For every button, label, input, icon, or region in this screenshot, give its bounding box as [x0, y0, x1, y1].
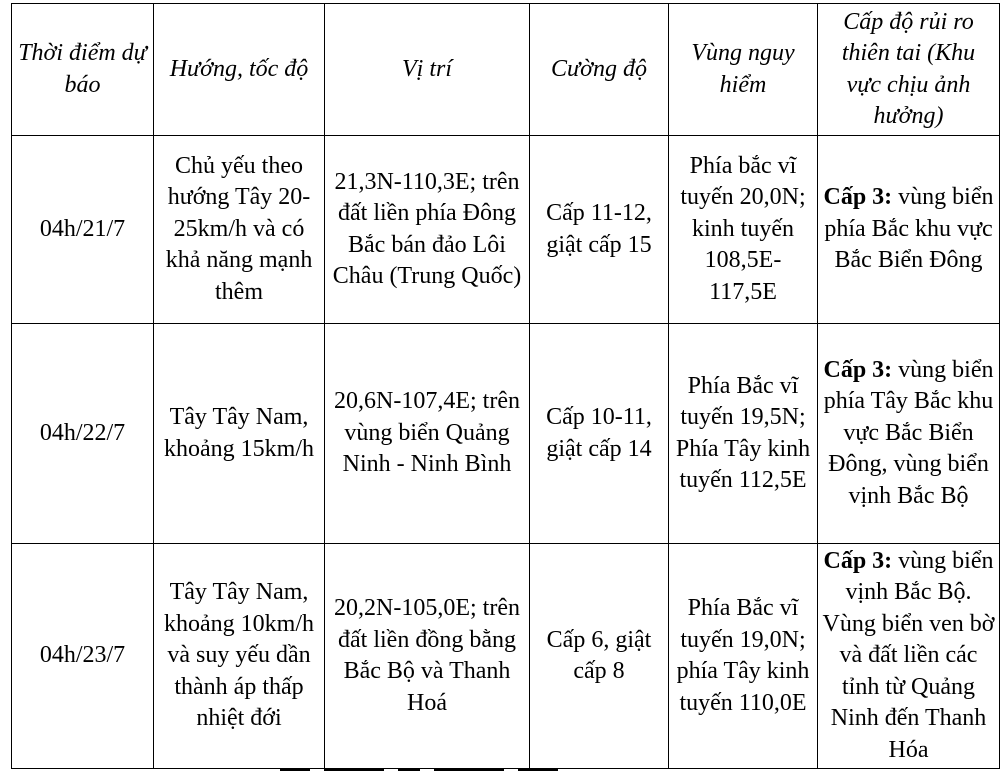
- header-time: Thời điểm dự báo: [12, 4, 154, 136]
- table-row: [12, 544, 1000, 769]
- cell-danger-zone: Phía Bắc vĩ tuyến 19,5N; Phía Tây kinh tuyến 112,5E: [669, 324, 818, 544]
- cell-time: 04h/21/7: [12, 136, 154, 324]
- header-danger-zone: Vùng nguy hiểm: [669, 4, 818, 136]
- table-row: [12, 324, 1000, 544]
- cell-risk-level: [818, 324, 1000, 544]
- cell-direction: Tây Tây Nam, khoảng 15km/h: [154, 324, 325, 544]
- cell-risk-level: [818, 544, 1000, 769]
- header-intensity: Cường độ: [530, 4, 669, 136]
- risk-level-label: Cấp 3:: [823, 356, 893, 383]
- header-risk-level: Cấp độ rủi ro thiên tai (Khu vực chịu ảnh hưởng): [818, 4, 1000, 136]
- risk-level-label: Cấp 3:: [823, 547, 893, 574]
- risk-level-text: vùng biển vịnh Bắc Bộ. Vùng biển ven bờ và đất liền các tỉnh từ Quảng Ninh đến Thanh Hóa: [822, 547, 995, 763]
- risk-level-text: vùng biển phía Tây Bắc khu vực Bắc Biển Đông, vùng biển vịnh Bắc Bộ: [823, 356, 994, 509]
- cell-risk-level: [818, 136, 1000, 324]
- table-row: [12, 136, 1000, 324]
- cell-position: 21,3N-110,3E; trên đất liền phía Đông Bắc bán đảo Lôi Châu (Trung Quốc): [325, 136, 530, 324]
- cell-danger-zone: Phía bắc vĩ tuyến 20,0N; kinh tuyến 108,5E-117,5E: [669, 136, 818, 324]
- cell-position: 20,6N-107,4E; trên vùng biển Quảng Ninh - Ninh Bình: [325, 324, 530, 544]
- cell-time: 04h/22/7: [12, 324, 154, 544]
- risk-level-text: vùng biển phía Bắc khu vực Bắc Biển Đông: [824, 184, 994, 274]
- header-direction: Hướng, tốc độ: [154, 4, 325, 136]
- cell-direction: Tây Tây Nam, khoảng 10km/h và suy yếu dần thành áp thấp nhiệt đới: [154, 544, 325, 769]
- cell-intensity: Cấp 11-12, giật cấp 15: [530, 136, 669, 324]
- cell-direction: Chủ yếu theo hướng Tây 20-25km/h và có khả năng mạnh thêm: [154, 136, 325, 324]
- cell-intensity: Cấp 6, giật cấp 8: [530, 544, 669, 769]
- risk-level-label: Cấp 3:: [823, 184, 893, 211]
- table-header-row: [12, 4, 1000, 136]
- cell-intensity: Cấp 10-11, giật cấp 14: [530, 324, 669, 544]
- header-position: Vị trí: [325, 4, 530, 136]
- cell-danger-zone: Phía Bắc vĩ tuyến 19,0N; phía Tây kinh tuyến 110,0E: [669, 544, 818, 769]
- cell-time: 04h/23/7: [12, 544, 154, 769]
- cropped-text-line: [280, 768, 640, 774]
- cell-position: 20,2N-105,0E; trên đất liền đồng bằng Bắc Bộ và Thanh Hoá: [325, 544, 530, 769]
- forecast-table: [11, 3, 1000, 769]
